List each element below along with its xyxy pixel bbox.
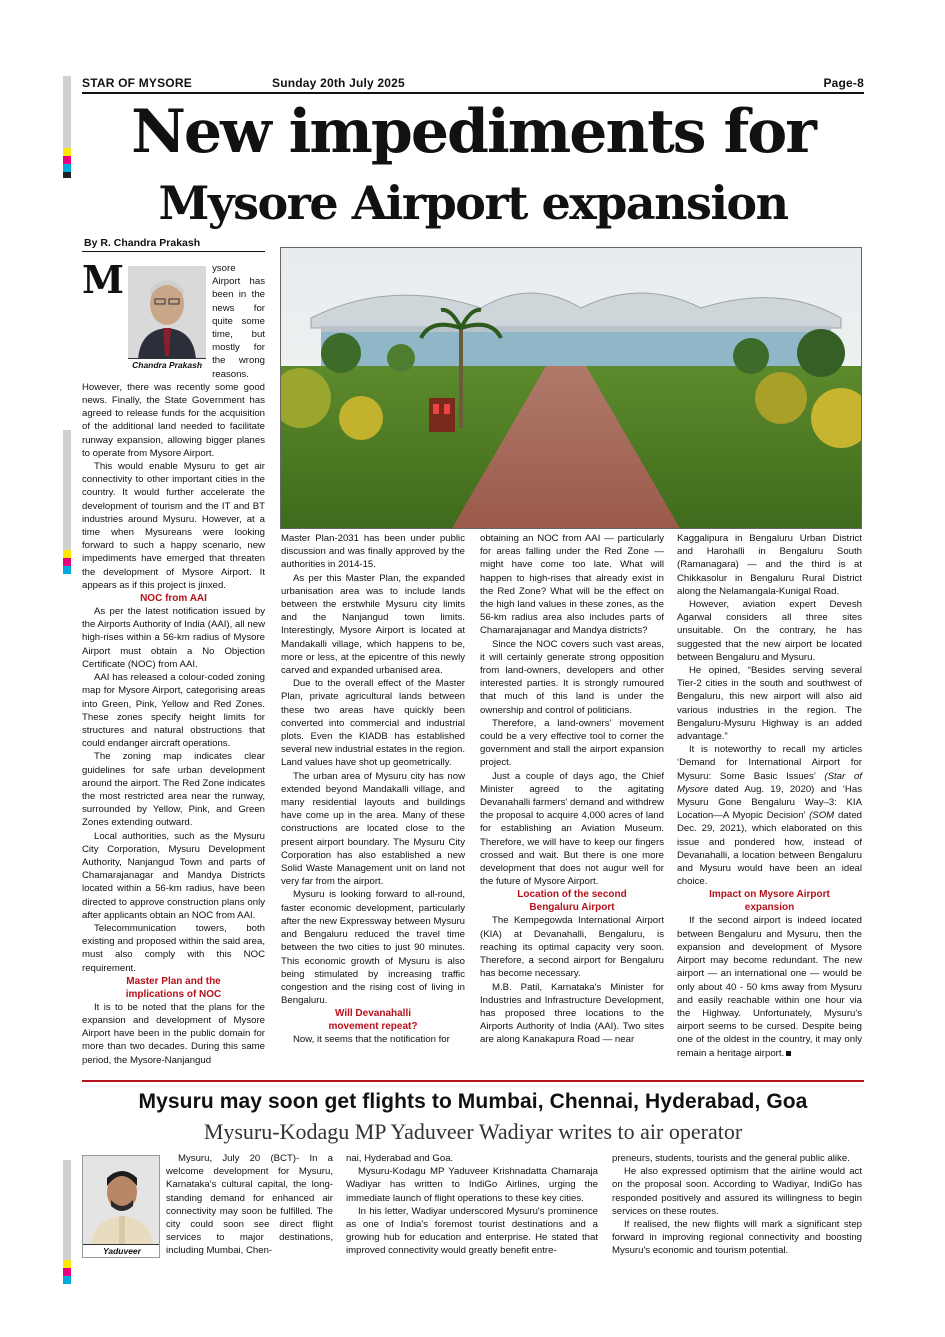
subheading-master-plan-2: implications of NOC xyxy=(125,988,222,1000)
registration-magenta-2 xyxy=(63,558,71,566)
article-text: Now, it seems that the notification for xyxy=(293,1034,450,1046)
article-text: He opined, “Besides serving several Tier-2 cities in the south and southwest of Bengaluru, this new airport will also aid various industries in the region. The Bengaluru-Mysuru Highway is an added advantage.” xyxy=(677,665,862,743)
story2-text: He also expressed optimism that the airline would act on the proposal soon. According to Wadiyar, IndiGo has responded positively and assured its willingness to begin services on these routes. xyxy=(612,1166,862,1217)
article-text: Just a couple of days ago, the Chief Minister agreed to the agitating Devanahalli farmers' demand and withdrew the proposal to acquire 4,000 acres of land for establishing an Aviation Museum. Therefore, we will have to keep our fingers crossed and wait. But there is one more development that does not augur well for the future of Mysore Airport. xyxy=(480,770,664,888)
registration-cyan xyxy=(63,164,71,172)
end-mark xyxy=(786,1051,791,1056)
registration-magenta-3 xyxy=(63,1268,71,1276)
yaduveer-caption: Yaduveer xyxy=(83,1244,160,1257)
drop-cap: M xyxy=(82,257,125,302)
author-photo xyxy=(128,266,206,372)
registration-cyan-3 xyxy=(63,1276,71,1284)
article-text: The urban area of Mysuru city has now extended beyond Mandakalli village, and many residential layouts and buildings have come up in the area. Many of these constructions are located close to the present airport boundary. The Mysuru City Corporation has also established a new Solid Waste Management unit on land not very far from the airport. xyxy=(281,770,465,888)
registration-black xyxy=(63,172,71,178)
article-text-italic: (Star of Mysore xyxy=(677,770,862,795)
article-text: Local authorities, such as the Mysuru City Corporation, Mysuru Development Authority, Nanjangud Town and parts of Chamarajanagar and Mandya Districts located within a 56-km radius, have been directed to approve construction plans only after applicants obtain an NOC from AAI. xyxy=(82,830,265,921)
byline-rule xyxy=(82,251,265,252)
article-column-3 xyxy=(480,532,664,1047)
registration-cyan-2 xyxy=(63,566,71,574)
article-text: dated Aug. 19, 2020) and ‘Has Mysuru Gone Bengaluru Way–3: KIA Location—A Myopic Decision’ xyxy=(677,783,862,822)
registration-strip-top xyxy=(63,76,71,148)
article-text: Master Plan-2031 has been under public discussion and was finally approved by the authorities in 2014-15. xyxy=(281,533,465,571)
yaduveer-photo xyxy=(82,1155,160,1258)
story2-text: Mysuru, July 20 (BCT)- In a welcome development for Mysuru, Karnataka's cultural capital, the long-standing demand for enhanced air connectivity may soon be fulfilled. The city could soon see direct flight services to major destinations, including Mumbai, Chen- xyxy=(166,1153,333,1257)
subheading-devanahalli-2: movement repeat? xyxy=(328,1021,418,1033)
subheading-master-plan-1: Master Plan and the xyxy=(126,975,221,987)
page-number: Page-8 xyxy=(823,76,864,90)
headline-line-2: Mysore Airport expansion xyxy=(158,176,788,230)
article-text: Since the NOC covers such vast areas, it will certainly generate strong opposition from land-owners, developers and other interested parties. It is strongly rumoured that much of this land is under the ownership and control of politicians. xyxy=(480,638,664,716)
article-column-2 xyxy=(281,532,465,1047)
article-text: Due to the overall effect of the Master Plan, private agricultural lands between these two areas have quickly been converted into commercial and industrial plots. Even the KIADB has established several new industrial estates in the region. Land values have shot up geometrically. xyxy=(281,678,465,769)
article-text: It is noteworthy to recall my articles ‘Demand for International Airport for Mysuru: Some Basic Issues’ xyxy=(677,744,862,782)
story2-text: nai, Hyderabad and Goa. xyxy=(346,1153,454,1164)
article-text: The Kempegowda International Airport (KIA) at Devanahalli, Bengaluru, is reaching its optimal capacity very soon. Therefore, a second airport for Bengaluru has become necessary. xyxy=(480,915,664,980)
article-text: Mysuru is looking forward to all-round, faster economic development, particularly after the new Expressway between Mysuru and Bengaluru reduced the travel time between the two cities to just 90 minutes. This economic growth of Mysuru is also being stimulated by increasing traffic congestion and the rising cost of living in Bengaluru. xyxy=(281,889,465,1007)
article-column-4 xyxy=(677,532,862,1060)
subheading-second-airport-1: Location of the second xyxy=(517,889,627,901)
byline: By R. Chandra Prakash xyxy=(84,237,201,249)
author-caption: Chandra Prakash xyxy=(128,358,206,372)
header-rule xyxy=(82,92,864,94)
paper-name: STAR OF MYSORE xyxy=(82,76,192,90)
story-separator xyxy=(82,1080,864,1082)
article-text: However, aviation expert Devesh Agarwal considers all three sites unsuitable. On the contrary, he has suggested that the new airport be located between Bengaluru and Mysuru. xyxy=(677,599,862,663)
subheading-second-airport-2: Bengaluru Airport xyxy=(529,902,615,914)
story2-deck: Mysuru-Kodagu MP Yaduveer Wadiyar writes to air operator xyxy=(203,1119,743,1144)
article-text: dated Dec. 29, 2021), which elaborated on this issue and pondered how, instead of Devanahalli, a location between Bengaluru and Mysuru would have been an ideal choice. xyxy=(677,810,862,888)
article-text: It is to be noted that the plans for the expansion and development of Mysore Airport have been in the public domain for more than two decades. During this same period, the Mysore-Nanjangud xyxy=(82,1001,265,1066)
story2-column-1 xyxy=(166,1152,333,1258)
subheading-impact-1: Impact on Mysore Airport xyxy=(709,889,830,901)
article-text: As per the latest notification issued by the Airports Authority of India (AAI), all new high-rises within a 56-km radius of Mysore Airport must obtain a No Objection Certificate (NOC) from AAI. xyxy=(82,606,265,670)
article-text: If the second airport is indeed located between Bengaluru and Mysuru, then the expansion and development of Mysore Airport may become redundant. The new airport — an international one — would be only about 40 - 50 kms away from Mysuru and easily reachable within one hour via the Highway. Unfortunately, Mysuru's airport seems to be cursed. Despite being one of the oldest in the country, it may only remain a heritage airport. xyxy=(677,915,862,1059)
story2-column-3 xyxy=(612,1152,862,1258)
article-text: ysore Airport has been in the news for quite some time, but mostly for the wrong reasons. However, there was recently some good news. Finally, the State Government has agreed to release funds for the acquisition of the additional land needed to facilitate runway expansion, allowing bigger planes to operate from Mysore Airport. xyxy=(82,263,265,459)
article-text: This would enable Mysuru to get air connectivity to other important cities in the country. It would further accelerate the development of tourism and the IT and BT industries around Mysuru. However, at a time when Mysureans were looking forward to such a happy scenario, new impediments have emerged that threaten the development of Mysore Airport. It appears as if this project is jinxed. xyxy=(82,461,265,591)
registration-strip-bot xyxy=(63,1160,71,1260)
registration-yellow-3 xyxy=(63,1260,71,1268)
article-text: Therefore, a land-owners' movement could be a very effective tool to corner the government and stall the airport expansion project. xyxy=(480,717,664,769)
article-text-italic: (SOM xyxy=(809,810,835,822)
registration-magenta xyxy=(63,156,71,164)
story2-text: In his letter, Wadiyar underscored Mysuru's prominence as one of India's foremost tourist destinations and a growing hub for education and enterprise. He stated that improved connectivity would greatly benefit entre- xyxy=(346,1205,598,1257)
story2-headline: Mysuru may soon get flights to Mumbai, Chennai, Hyderabad, Goa xyxy=(138,1090,808,1113)
airport-photo xyxy=(280,247,862,529)
story2-text: Mysuru-Kodagu MP Yaduveer Krishnadatta Chamaraja Wadiyar has written to IndiGo Airlines, urging the immediate launch of flight operations to these key cities. xyxy=(346,1166,598,1204)
article-text-references xyxy=(677,743,862,888)
article-column-1 xyxy=(82,257,265,1067)
story2-text: If realised, the new flights will mark a significant step forward in improving regional connectivity and boosting Mysuru's economic and tourism potential. xyxy=(612,1219,862,1257)
story2-column-2 xyxy=(346,1152,598,1258)
registration-yellow xyxy=(63,148,71,156)
registration-yellow-2 xyxy=(63,550,71,558)
article-text: AAI has released a colour-coded zoning map for Mysore Airport, categorising areas into Green, Pink, Yellow and Red Zones. These zones specify height limits for structures and natural obstructions that could endanger aircraft operations. xyxy=(82,672,265,750)
article-text: Kaggalipura in Bengaluru Urban District and Harohalli in Bengaluru South (Ramanagara) — and the third is at Chikkasolur in Bengaluru Rural District along the Nelamangala-Kunigal Road. xyxy=(677,533,862,597)
article-text: Telecommunication towers, both existing and proposed within the said area, must also comply with this NOC requirement. xyxy=(82,922,265,974)
article-text: As per this Master Plan, the expanded urbanisation area was to include lands between the erstwhile Mysuru city limits and the Nanjangud town limits. Interestingly, Mysore Airport is located at Mandakalli village, which happens to be, more or less, at the epicentre of this newly carved and expanded urbanised area. xyxy=(281,572,465,677)
story2-text: preneurs, students, tourists and the general public alike. xyxy=(612,1153,850,1164)
subheading-devanahalli-1: Will Devanahalli xyxy=(334,1008,412,1020)
article-text: The zoning map indicates clear guidelines for safe urban development around the airport. The Red Zone indicates the most restricted area near the runway, surrounded by Yellow, Pink, and Green Zones extending outward. xyxy=(82,751,265,829)
headline-line-1: New impediments for xyxy=(131,97,815,167)
registration-strip-mid xyxy=(63,430,71,550)
subheading-noc: NOC from AAI xyxy=(140,593,207,605)
article-text: M.B. Patil, Karnataka's Minister for Industries and Infrastructure Development, has proposed three locations to the Airports Authority of India (AAI). Two sites are along Kanakapura Road — near xyxy=(480,981,664,1046)
subheading-impact-2: expansion xyxy=(744,902,795,914)
article-text: obtaining an NOC from AAI — particularly for areas falling under the Red Zone — might have come too late. What will happen to high-rises that already exist in the Red Zone? What will be the effect on the high land values in these zones, as the 56-km radius area also includes parts of Chamarajanagar and Mandya districts? xyxy=(480,533,664,637)
issue-date: Sunday 20th July 2025 xyxy=(272,76,405,90)
